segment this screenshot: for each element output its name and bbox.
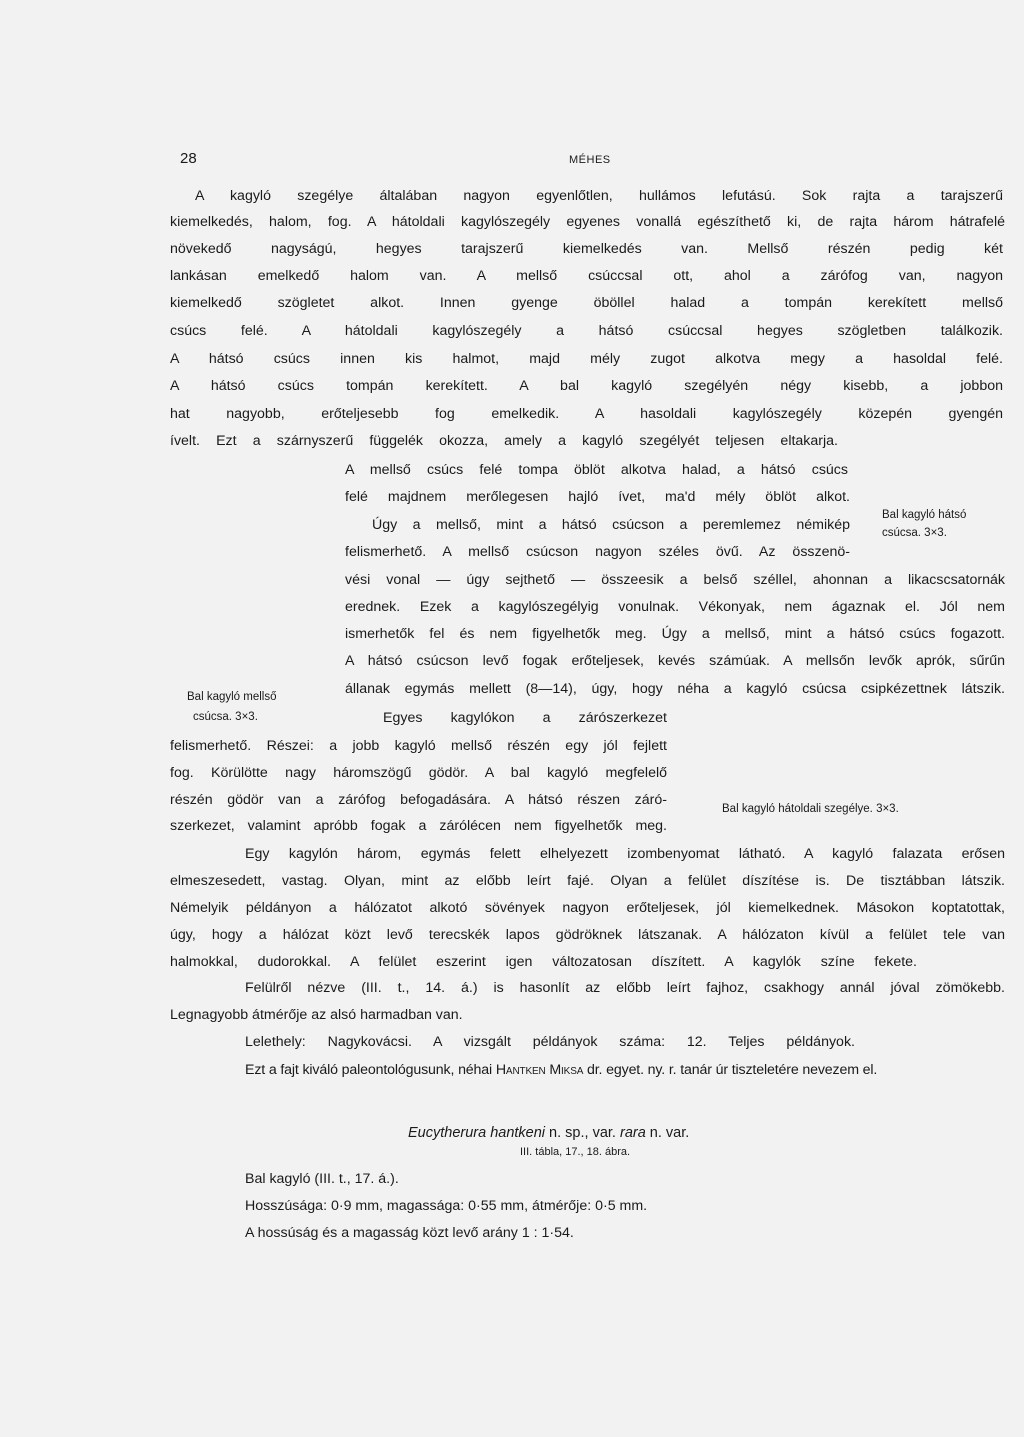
page-number: 28 bbox=[180, 150, 197, 167]
figure-caption-posterior-tip: Bal kagyló hátsó bbox=[882, 509, 967, 521]
running-title: MÉHES bbox=[569, 154, 611, 166]
text-line: úgy, hogy a hálózat közt levő terecskék lapos gödröknek látszanak. A hálózaton kívül a felület tele van bbox=[170, 927, 1005, 943]
text-line: kiemelkedés, halom, fog. A hátoldali kagylószegély egyenes vonallá egészíthető ki, de rajta három hátrafelé bbox=[170, 214, 1005, 230]
variety-name: rara bbox=[619, 1125, 646, 1141]
dedication-text-end: dr. egyet. ny. r. tanár úr tiszteletére nevezem el. bbox=[583, 1062, 878, 1078]
text-line: vési vonal — úgy sejthető — összeesik a belső széllel, ahonnan a likacscsatornák bbox=[345, 572, 1005, 588]
text-line: halmokkal, dudorokkal. A felület eszerint igen változatosan díszített. A kagylók színe fekete. bbox=[170, 954, 917, 970]
text-line: fog. Körülötte nagy háromszögű gödör. A bal kagyló megfelelő bbox=[170, 765, 667, 781]
figure-caption-anterior-tip: Bal kagyló mellső bbox=[187, 691, 277, 703]
text-line: A mellső csúcs felé tompa öblöt alkotva halad, a hátsó csúcs bbox=[345, 462, 848, 478]
text-line: erednek. Ezek a kagylószegélyig vonulnak. Vékonyak, nem ágaznak el. Jól nem bbox=[345, 599, 1005, 615]
measurement-line: Hosszúsága: 0·9 mm, magassága: 0·55 mm, átmérője: 0·5 mm. bbox=[245, 1198, 648, 1214]
text-line: A kagyló szegélye általában nagyon egyenlőtlen, hullámos lefutású. Sok rajta a tarajszerű bbox=[195, 188, 1003, 204]
figure-caption-anterior-tip-scale: csúcsa. 3×3. bbox=[193, 711, 258, 723]
text-line: részén gödör van a zárófog befogadására. A hátsó részen záró- bbox=[170, 792, 667, 808]
text-line: Némelyik példányon a hálózatot alkotó sövények nagyon erőteljesek, jól kiemelkednek. Másokon koptatottak, bbox=[170, 900, 1005, 916]
text-line: felismerhető. Részei: a jobb kagyló mellső részén egy jól fejlett bbox=[170, 738, 667, 754]
text-line: A hátsó csúcs tompán kerekített. A bal kagyló szegélyén négy kisebb, a jobbon bbox=[170, 378, 1003, 394]
species-name: Eucytherura hantkeni bbox=[408, 1125, 546, 1141]
text-line: lankásan emelkedő halom van. A mellső csúccsal ott, ahol a zárófog van, nagyon bbox=[170, 268, 1003, 284]
species-label: n. sp., var. bbox=[545, 1125, 620, 1141]
text-line: állanak egymás mellett (8—14), úgy, hogy néha a kagyló csúcsa csipkézettnek látszik. bbox=[345, 681, 1005, 697]
species-heading bbox=[408, 1125, 689, 1141]
text-line: szerkezet, valamint apróbb fogak a zárólécen nem figyelhetők meg. bbox=[170, 818, 667, 834]
honoree-name: Hantken Miksa bbox=[495, 1062, 584, 1078]
text-line: Úgy a mellső, mint a hátsó csúcson a peremlemez némikép bbox=[372, 517, 850, 533]
text-line: Felülről nézve (III. t., 14. á.) is hasonlít az előbb leírt fajhoz, csakhogy annál jóval zömökebb. bbox=[245, 980, 1005, 996]
measurement-line: Bal kagyló (III. t., 17. á.). bbox=[245, 1171, 399, 1187]
text-line: A hátsó csúcs innen kis halmot, majd mély zugot alkotva megy a hasoldal felé. bbox=[170, 351, 1003, 367]
text-line: felé majdnem merőlegesen hajló ívet, ma'd mély öblöt alkot. bbox=[345, 489, 850, 505]
dedication-text: Ezt a fajt kiváló paleontológusunk, néhai bbox=[245, 1062, 496, 1078]
text-line: ívelt. Ezt a szárnyszerű függelék okozza, amely a kagyló szegélyét teljesen eltakarja. bbox=[170, 433, 838, 449]
text-line: hat nagyobb, erőteljesebb fog emelkedik. A hasoldali kagylószegély közepén gyengén bbox=[170, 406, 1003, 422]
text-line: felismerhető. A mellső csúcson nagyon széles övű. Az összenö- bbox=[345, 544, 850, 560]
text-line: Egyes kagylókon a zárószerkezet bbox=[383, 710, 667, 726]
dedication bbox=[245, 1061, 877, 1079]
text-line: A hátsó csúcson levő fogak erőteljesek, kevés számúak. A mellsőn levők aprók, sűrűn bbox=[345, 653, 1005, 669]
text-line: Lelethely: Nagykovácsi. A vizsgált példányok száma: 12. Teljes példányok. bbox=[245, 1034, 855, 1050]
measurement-line: A hossúság és a magasság közt levő arány 1 : 1·54. bbox=[245, 1225, 574, 1241]
figure-caption-dorsal-margin: Bal kagyló hátoldali szegélye. 3×3. bbox=[722, 803, 899, 815]
text-line: ismerhetők fel és nem figyelhetők meg. Úgy a mellső, mint a hátsó csúcs fogazott. bbox=[345, 626, 1005, 642]
text-line: növekedő nagyságú, hegyes tarajszerű kiemelkedés van. Mellső részén pedig két bbox=[170, 241, 1003, 257]
variety-label: n. var. bbox=[645, 1125, 690, 1141]
text-line: Legnagyobb átmérője az alsó harmadban van. bbox=[170, 1007, 463, 1023]
plate-reference: III. tábla, 17., 18. ábra. bbox=[520, 1146, 631, 1158]
text-line: csúcs felé. A hátoldali kagylószegély a hátsó csúccsal hegyes szögletben találkozik. bbox=[170, 323, 1003, 339]
text-line: Egy kagylón három, egymás felett elhelyezett izombenyomat látható. A kagyló falazata erősen bbox=[245, 846, 1005, 862]
text-line: kiemelkedő szögletet alkot. Innen gyenge öböllel halad a tompán kerekített mellső bbox=[170, 295, 1003, 311]
text-line: elmeszesedett, vastag. Olyan, mint az előbb leírt fajé. Olyan a felület díszítése is. De tisztábban látszik. bbox=[170, 873, 1005, 889]
figure-caption-posterior-tip-scale: csúcsa. 3×3. bbox=[882, 527, 947, 539]
